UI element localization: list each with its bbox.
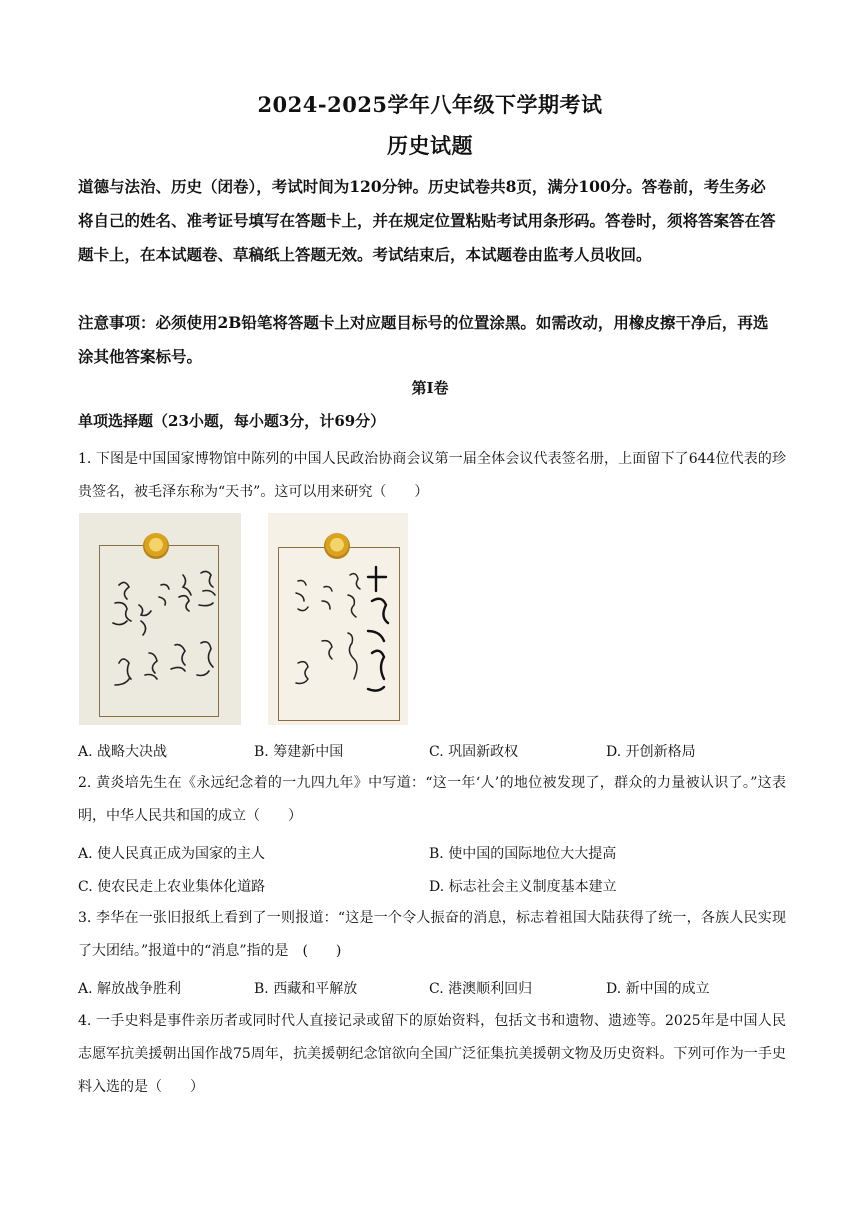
signature-strokes-right xyxy=(268,513,408,725)
question-1-option-b[interactable]: B. 筹建新中国 xyxy=(254,744,344,760)
section-title: 单项选择题（23小题，每小题3分，计69分） xyxy=(78,412,386,430)
question-1-stem: 1. 下图是中国国家博物馆中陈列的中国人民政治协商会议第一届全体会议代表签名册，上面留下了644位代表的珍贵签名，被毛泽东称为“天书”。这可以用来研究（ ） xyxy=(78,451,786,500)
question-1-option-a[interactable]: A. 战略大决战 xyxy=(78,744,168,760)
question-2-option-d[interactable]: D. 标志社会主义制度基本建立 xyxy=(429,879,617,895)
question-1-option-c[interactable]: C. 巩固新政权 xyxy=(429,744,519,760)
question-3-option-a[interactable]: A. 解放战争胜利 xyxy=(78,981,182,997)
exam-subtitle: 历史试题 xyxy=(387,133,473,158)
question-1-option-d[interactable]: D. 开创新格局 xyxy=(606,744,696,760)
signature-book-image-left xyxy=(79,513,241,725)
exam-instructions: 道德与法治、历史（闭卷），考试时间为120分钟。历史试卷共8页，满分100分。答卷前，考生务必将自己的姓名、准考证号填写在答题卡上，并在规定位置粘贴考试用条形码。答卷时，须将答案答在答题卡上，在本试题卷、草稿纸上答题无效。考试结束后，本试题卷由监考人员收回。 xyxy=(78,177,776,264)
question-3-stem: 3. 李华在一张旧报纸上看到了一则报道：“这是一个令人振奋的消息，标志着祖国大陆获得了统一，各族人民实现了大团结。”报道中的“消息”指的是 ( ) xyxy=(78,910,786,959)
signature-book-image-right xyxy=(268,513,408,725)
volume-label: 第Ⅰ卷 xyxy=(411,379,449,397)
signature-strokes-left xyxy=(79,513,241,725)
question-3-option-d[interactable]: D. 新中国的成立 xyxy=(606,981,710,997)
exam-title: 2024-2025学年八年级下学期考试 xyxy=(257,92,603,117)
question-4-stem: 4. 一手史料是事件亲历者或同时代人直接记录或留下的原始资料，包括文书和遗物、遗迹等。2025年是中国人民志愿军抗美援朝出国作战75周年，抗美援朝纪念馆欲向全国广泛征集抗美援朝文物及历史资料。下列可作为一手史料入选的是（ ） xyxy=(78,1013,786,1095)
question-2-option-c[interactable]: C. 使农民走上农业集体化道路 xyxy=(78,879,266,895)
question-3-option-b[interactable]: B. 西藏和平解放 xyxy=(254,981,358,997)
question-2-option-a[interactable]: A. 使人民真正成为国家的主人 xyxy=(78,846,266,862)
question-3-option-c[interactable]: C. 港澳顺利回归 xyxy=(429,981,533,997)
question-2-option-b[interactable]: B. 使中国的国际地位大大提高 xyxy=(429,846,617,862)
exam-notice: 注意事项：必须使用2B铅笔将答题卡上对应题目标号的位置涂黑。如需改动，用橡皮擦干净后，再选涂其他答案标号。 xyxy=(78,313,769,366)
question-2-stem: 2. 黄炎培先生在《永远纪念着的一九四九年》中写道：“这一年‘人’的地位被发现了，群众的力量被认识了。”这表明，中华人民共和国的成立（ ） xyxy=(78,775,786,824)
